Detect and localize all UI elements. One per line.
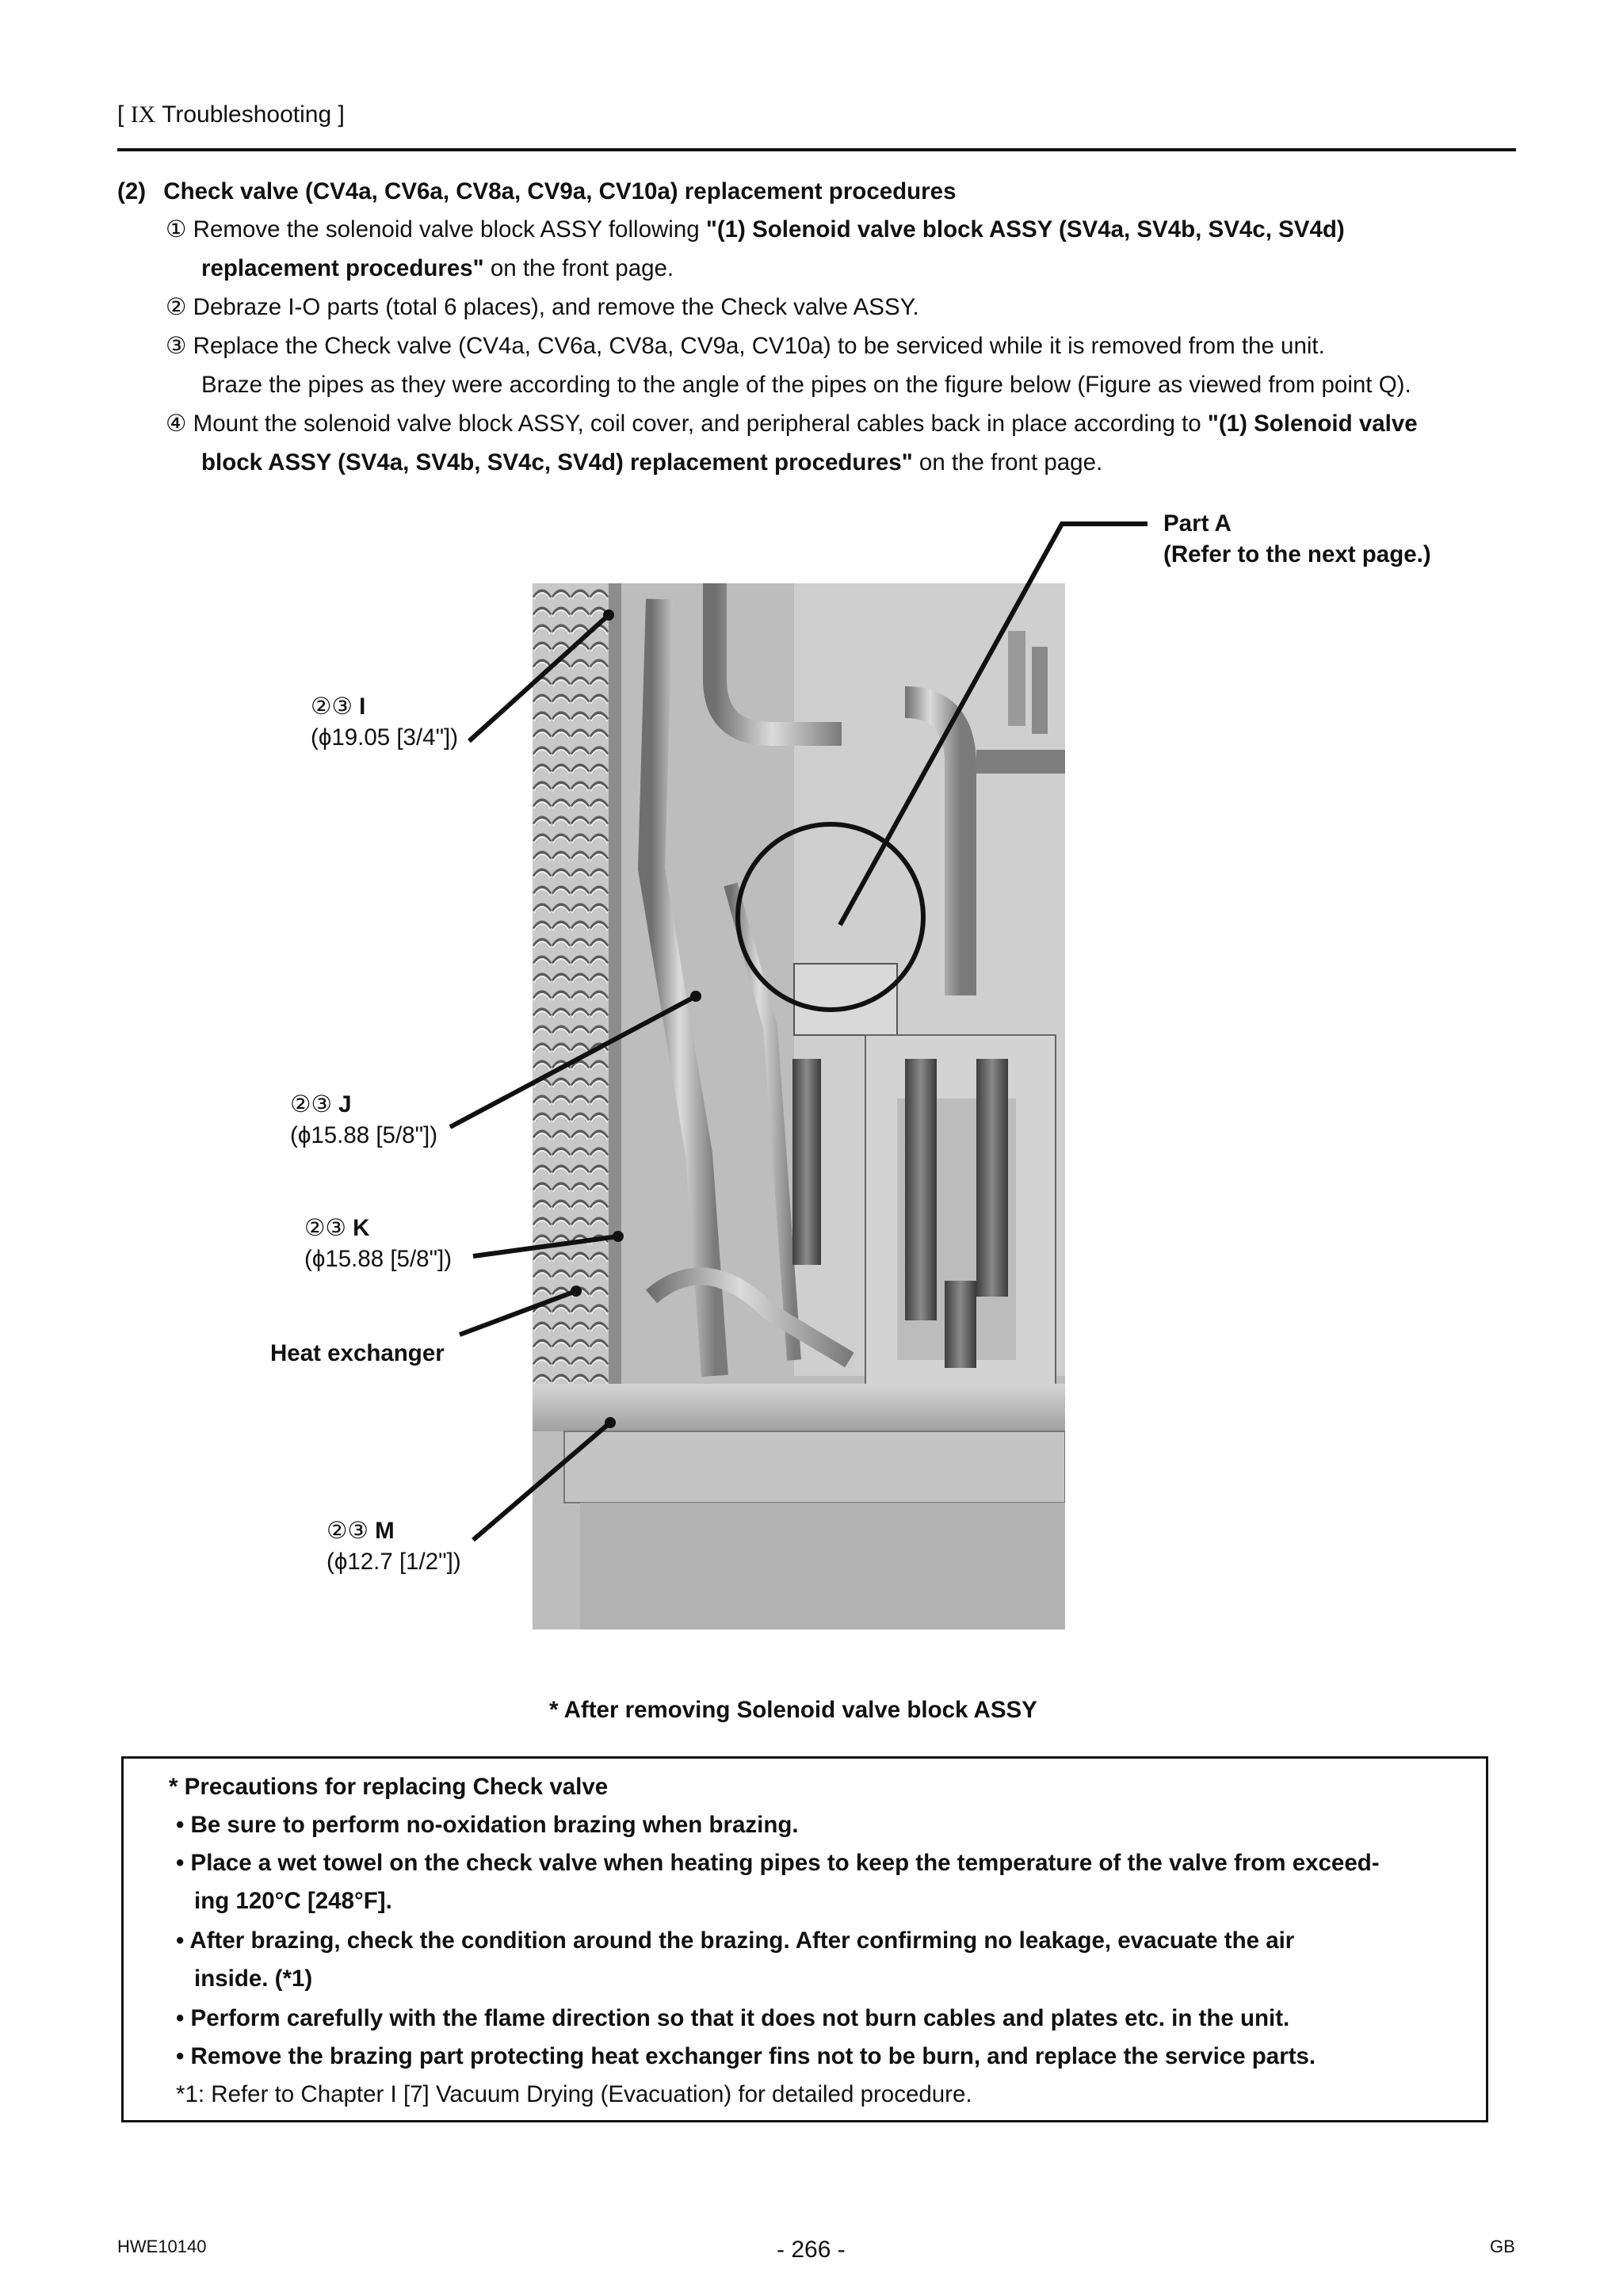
insulated-pipe-3 [792,1059,821,1265]
precautions-note: *1: Refer to Chapter I [7] Vacuum Drying (Evacuation) for detailed procedure. [176,2081,972,2107]
base-pan-front [564,1431,1065,1503]
insulated-pipe-elbow [945,1281,976,1368]
section-number: (2) [117,178,147,204]
step-1-text-end: on the front page. [483,255,674,281]
step-4-number: ④ [166,411,187,437]
step-2-number: ② [166,294,187,320]
step-1 [166,210,1345,249]
valve-bracket [976,750,1065,774]
step-4-text: Mount the solenoid valve block ASSY, coil cover, and peripheral cables back in place according to [193,411,1208,437]
step-1-reference: "(1) Solenoid valve block ASSY (SV4a, SV4b, SV4c, SV4d) [705,216,1345,243]
step-1-cont [201,249,674,288]
precaution-item-2-cont: ing 120°C [248°F]. [194,1888,392,1914]
insulated-pipe-1 [905,1059,937,1320]
footer-doc-id: HWE10140 [117,2237,207,2256]
step-4-cont [201,443,1102,482]
footer-page-number: - 266 - [777,2237,846,2263]
callout-j-letter: J [338,1091,352,1117]
step-3-text: Replace the Check valve (CV4a, CV6a, CV8a, CV9a, CV10a) to be serviced while it is removed from the unit. [193,333,1325,359]
section-heading [117,172,956,211]
precaution-item-2: • Place a wet towel on the check valve when heating pipes to keep the temperature of the valve from exceed- [176,1850,1380,1876]
heat-exchanger-label: Heat exchanger [270,1340,445,1366]
footer-language: GB [1490,2237,1515,2256]
page-header [117,101,345,128]
check-valve-block [794,964,897,1035]
step-4-text-end: on the front page. [912,449,1103,476]
step-3-cont [201,365,1411,404]
callout-k [304,1213,369,1244]
step-3-number: ③ [166,333,187,359]
step-4 [166,404,1418,443]
part-a-label: Part A [1163,510,1232,537]
callout-m-letter: M [375,1518,395,1544]
callout-i-steps: ②③ [311,693,353,720]
step-2 [166,288,919,327]
precautions-title: * Precautions for replacing Check valve [169,1774,609,1800]
precaution-item-3: • After brazing, check the condition around the brazing. After confirming no leakage, evacuate the air [176,1927,1295,1954]
step-4-reference-cont: block ASSY (SV4a, SV4b, SV4c, SV4d) replacement procedures" [201,449,913,476]
base-lower [580,1503,1065,1629]
precaution-item-1: • Be sure to perform no-oxidation brazing when brazing. [176,1812,799,1838]
precaution-item-5: • Remove the brazing part protecting heat exchanger fins not to be burn, and replace the service parts. [176,2043,1316,2069]
step-3 [166,327,1325,365]
callout-m-steps: ②③ [327,1518,369,1544]
callout-m-size: (ϕ12.7 [1/2"]) [327,1549,461,1575]
precaution-item-3-cont: inside. (*1) [194,1966,313,1992]
heat-exchanger-fins [533,583,609,1392]
base-pan-top [533,1384,1065,1431]
service-valve-1 [1008,631,1025,726]
unit-photo-illustration [533,583,1065,1629]
precaution-item-4: • Perform carefully with the flame direction so that it does not burn cables and plates etc. in the unit. [176,2005,1290,2031]
callout-j-steps: ②③ [290,1091,332,1117]
insulated-pipe-2 [976,1059,1008,1297]
step-3-text-2: Braze the pipes as they were according to the angle of the pipes on the figure below (Figure as viewed from point Q). [201,372,1411,398]
header-rule [117,148,1516,151]
step-2-text: Debraze I-O parts (total 6 places), and remove the Check valve ASSY. [193,294,919,320]
callout-j-size: (ϕ15.88 [5/8"]) [290,1122,438,1148]
step-1-reference-cont: replacement procedures" [201,255,484,281]
callout-i [311,691,365,722]
callout-k-size: (ϕ15.88 [5/8"]) [304,1246,453,1272]
part-a-reference: (Refer to the next page.) [1163,541,1431,567]
callout-i-letter: I [359,693,366,720]
callout-k-letter: K [353,1215,370,1241]
callout-m [327,1515,395,1546]
section-title: Check valve (CV4a, CV6a, CV8a, CV9a, CV10a) replacement procedures [163,178,957,204]
step-4-reference: "(1) Solenoid valve [1207,411,1418,437]
step-1-text: Remove the solenoid valve block ASSY following [193,216,706,243]
callout-k-steps: ②③ [304,1215,346,1241]
header-title: Troubleshooting ] [162,101,345,128]
service-valve-2 [1032,647,1048,734]
step-1-number: ① [166,216,187,243]
callout-j [290,1089,352,1120]
figure-caption: * After removing Solenoid valve block ASSY [549,1697,1037,1723]
header-bracket: [ [117,101,124,128]
callout-i-size: (ϕ19.05 [3/4"]) [311,724,459,751]
header-chapter-roman: IX [130,101,156,128]
